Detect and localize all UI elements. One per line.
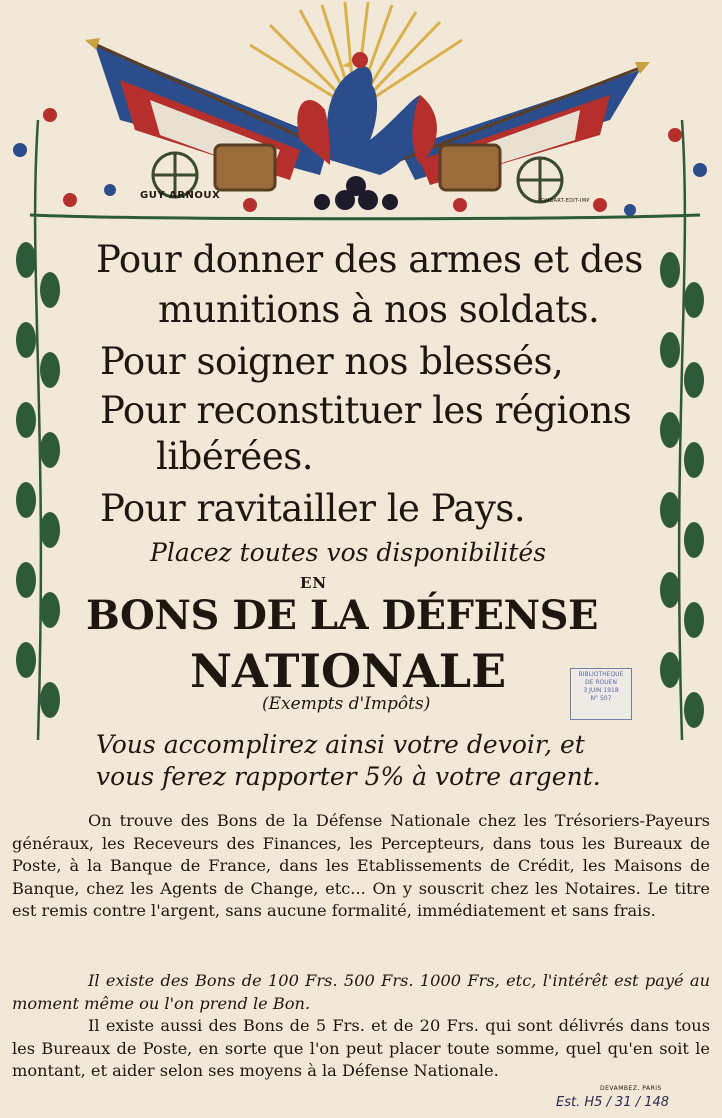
- body-paragraph-2-text: Il existe des Bons de 100 Frs. 500 Frs. 1000 Frs, etc, l'intérêt est payé au moment même ou l'on prend le Bon.: [12, 971, 710, 1013]
- tax-exempt-note: (Exempts d'Impôts): [262, 694, 431, 714]
- place-appeal: Placez toutes vos disponibilités: [150, 538, 547, 567]
- left-flags-icon: [85, 38, 330, 180]
- printer-mark: LOMBART-EDIT-IMP: [538, 198, 590, 204]
- body-paragraph-1-text: On trouve des Bons de la Défense Nationale chez les Trésoriers-Payeurs généraux, les Receveurs des Finances, les Percepteurs, dans tous les Bureaux de Poste, à la Banque de France, dans les Etablissements de Crédit, les Maisons de Banque, chez les Agents de Change, etc... On y souscrit chez les Notaires. Le titre est remis contre l'argent, sans aucune formalité, immédiatement et sans frais.: [12, 811, 710, 921]
- cannonballs-icon: [314, 176, 398, 210]
- printer-credit: DEVAMBEZ, PARIS: [600, 1085, 662, 1092]
- artist-signature: GUY ARNOUX: [140, 190, 221, 201]
- bons-title-line-2: NATIONALE: [190, 644, 507, 698]
- stamp-line-1: BIBLIOTHÈQUE: [578, 671, 624, 678]
- headline-line-4: Pour reconstituer les régions: [100, 389, 632, 432]
- cannon-right-icon: [440, 145, 562, 202]
- header-illustration: [0, 0, 722, 230]
- stamp-line-3: 3 JUIN 1918: [583, 687, 619, 694]
- body-paragraph-2: [12, 970, 710, 1015]
- headline-line-6: Pour ravitailler le Pays.: [100, 487, 526, 530]
- left-laurel-icon: [8, 120, 68, 740]
- headline-line-2: munitions à nos soldats.: [158, 288, 600, 331]
- duty-line-1: Vous accomplirez ainsi votre devoir, et: [96, 730, 585, 759]
- stamp-line-4: N° 507: [590, 695, 612, 702]
- headline-line-5: libérées.: [156, 435, 313, 478]
- headline-line-1: Pour donner des armes et des: [96, 238, 643, 281]
- archive-shelfmark: Est. H5 / 31 / 148: [556, 1095, 670, 1110]
- body-paragraph-1: [12, 810, 710, 923]
- en-label: EN: [300, 574, 328, 592]
- duty-line-2: vous ferez rapporter 5% à votre argent.: [96, 762, 601, 791]
- body-paragraph-3-text: Il existe aussi des Bons de 5 Frs. et de 20 Frs. qui sont délivrés dans tous les Bureaux de Poste, en sorte que l'on peut placer toute somme, quel qu'en soit le montant, et aider selon ses moyens à la Défense Nationale.: [12, 1016, 710, 1081]
- body-paragraph-3: [12, 1015, 710, 1083]
- bons-title-line-1: BONS DE LA DÉFENSE: [86, 592, 598, 639]
- headline-line-3: Pour soigner nos blessés,: [100, 340, 564, 383]
- right-laurel-icon: [652, 120, 712, 740]
- library-stamp: [570, 668, 632, 720]
- right-flags-icon: [400, 62, 650, 185]
- stamp-line-2: DE ROUEN: [585, 679, 617, 686]
